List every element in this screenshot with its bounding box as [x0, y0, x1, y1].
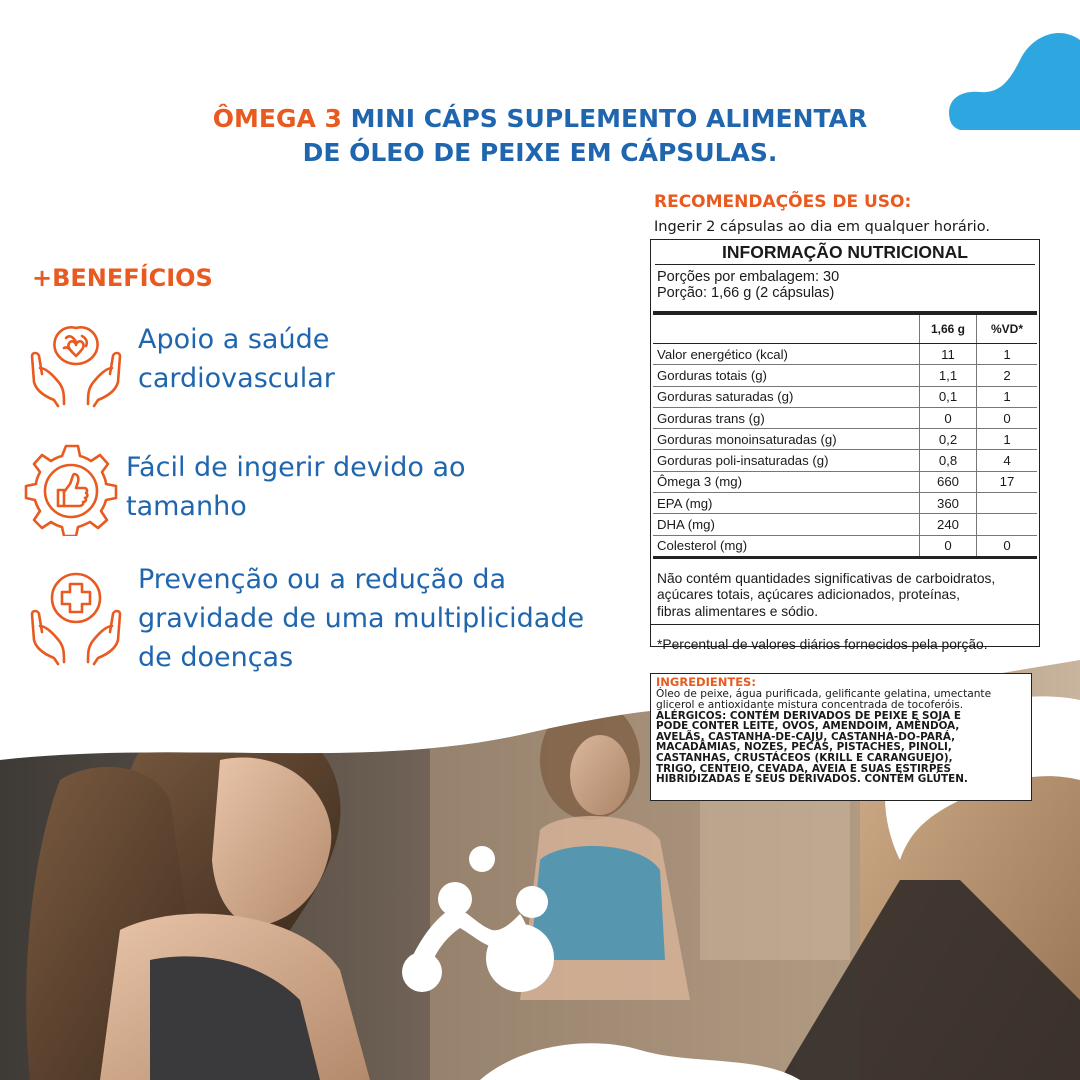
row-value: 0,2: [920, 429, 977, 450]
allergens-line: HIBRIDIZADAS E SEUS DERIVADOS. CONTÉM GLÚTEN.: [656, 773, 968, 786]
row-label: Gorduras monoinsaturadas (g): [653, 429, 920, 450]
allergens-line: TRIGO, CENTEIO, CEVADA, AVEIA E SUAS ESTIRPES: [656, 762, 952, 775]
row-dv: 1: [977, 429, 1038, 450]
row-label: Gorduras totais (g): [653, 365, 920, 386]
row-dv: [977, 493, 1038, 514]
benefit-line: Apoio a saúde: [138, 324, 330, 355]
ingredients-title: INGREDIENTES:: [656, 675, 756, 689]
nutrition-serving-info: [651, 265, 1039, 311]
nutrition-footnote: [651, 559, 1039, 625]
hands-heart-brain-icon: [26, 316, 126, 408]
row-dv: 0: [977, 535, 1038, 557]
row-value: 0: [920, 407, 977, 428]
row-dv: 17: [977, 471, 1038, 492]
benefits-title: +BENEFÍCIOS: [32, 264, 213, 292]
row-dv: 0: [977, 407, 1038, 428]
allergens-line: CASTANHAS, CRUSTÁCEOS (KRILL E CARANGUEJO),: [656, 751, 953, 764]
table-row: [653, 471, 1037, 492]
row-label: Gorduras trans (g): [653, 407, 920, 428]
benefit-line: gravidade de uma multiplicidade: [138, 603, 585, 634]
table-row: [653, 493, 1037, 514]
servings-per-package: Porções por embalagem: 30: [657, 269, 840, 285]
row-dv: 2: [977, 365, 1038, 386]
nutrition-title: INFORMAÇÃO NUTRICIONAL: [655, 240, 1035, 265]
table-row: [653, 535, 1037, 557]
row-label: EPA (mg): [653, 493, 920, 514]
row-value: 0,1: [920, 386, 977, 407]
footnote-line: fibras alimentares e sódio.: [657, 603, 819, 619]
row-dv: [977, 514, 1038, 535]
row-label: Gorduras poli-insaturadas (g): [653, 450, 920, 471]
allergens-line: ALÉRGICOS: CONTÉM DERIVADOS DE PEIXE E SOJA E: [656, 709, 961, 722]
table-row: [653, 407, 1037, 428]
allergens-line: PODE CONTER LEITE, OVOS, AMENDOIM, AMÊNDOA,: [656, 720, 960, 733]
ingredients-box: [650, 673, 1032, 801]
row-value: 240: [920, 514, 977, 535]
serving-size: Porção: 1,66 g (2 cápsulas): [657, 285, 835, 301]
row-value: 0: [920, 535, 977, 557]
benefit-line: de doenças: [138, 642, 294, 673]
footnote-line: açúcares totais, açúcares adicionados, proteínas,: [657, 587, 960, 603]
nutrition-header-row: [653, 315, 1037, 344]
ingredients-line: glicerol e antioxidante mistura concentrada de tocoferóis.: [656, 698, 964, 711]
header-value: 1,66 g: [920, 315, 977, 344]
benefit-item-cardio: [0, 310, 640, 430]
benefit-item-prevention: [0, 562, 640, 682]
benefit-line: Prevenção ou a redução da: [138, 564, 507, 595]
benefit-text-cardio: [138, 320, 335, 398]
hands-medical-cross-icon: [26, 568, 126, 668]
row-label: Ômega 3 (mg): [653, 471, 920, 492]
benefit-text-prevention: [138, 560, 584, 677]
row-dv: 1: [977, 386, 1038, 407]
benefit-line: tamanho: [126, 491, 247, 522]
row-value: 660: [920, 471, 977, 492]
brand-molecule-logo-icon: [400, 844, 570, 994]
gear-thumbs-up-icon: [24, 440, 120, 536]
row-dv: 1: [977, 344, 1038, 365]
allergens-line: MACADÂMIAS, NOZES, PECÃS, PISTACHES, PINOLI,: [656, 741, 952, 754]
row-dv: 4: [977, 450, 1038, 471]
nutrition-rows: [653, 315, 1037, 559]
header-blank: [653, 315, 920, 344]
ingredients-line: Óleo de peixe, água purificada, gelificante gelatina, umectante: [656, 688, 992, 700]
row-label: DHA (mg): [653, 514, 920, 535]
benefit-line: Fácil de ingerir devido ao: [126, 452, 466, 483]
table-row: [653, 386, 1037, 407]
benefit-line: cardiovascular: [138, 363, 335, 394]
table-row: [653, 450, 1037, 471]
row-value: 360: [920, 493, 977, 514]
nutrition-facts-table: [650, 239, 1040, 652]
dv-note: *Percentual de valores diários fornecidos pela porção.: [657, 636, 988, 652]
row-label: Colesterol (mg): [653, 535, 920, 557]
row-value: 0,8: [920, 450, 977, 471]
row-label: Gorduras saturadas (g): [653, 386, 920, 407]
row-label: Valor energético (kcal): [653, 344, 920, 365]
table-row: [653, 365, 1037, 386]
title-highlight: ÔMEGA 3: [212, 104, 342, 133]
row-value: 1,1: [920, 365, 977, 386]
table-row: [653, 344, 1037, 365]
title-line1: MINI CÁPS SUPLEMENTO ALIMENTAR: [341, 104, 868, 133]
header-dv: %VD*: [977, 315, 1038, 344]
page-title: [0, 102, 1080, 170]
recommendations-text: Ingerir 2 cápsulas ao dia em qualquer horário.: [654, 219, 990, 235]
benefit-text-easy: [126, 448, 466, 526]
title-line2: DE ÓLEO DE PEIXE EM CÁPSULAS.: [302, 138, 778, 167]
recommendations-title: RECOMENDAÇÕES DE USO:: [654, 192, 912, 212]
table-row: [653, 514, 1037, 535]
table-row: [653, 429, 1037, 450]
allergens-line: AVELÃS, CASTANHA-DE-CAJU, CASTANHA-DO-PARÁ,: [656, 730, 956, 743]
benefit-item-easy: [0, 436, 640, 556]
row-value: 11: [920, 344, 977, 365]
footnote-line: Não contém quantidades significativas de carboidratos,: [657, 570, 996, 586]
